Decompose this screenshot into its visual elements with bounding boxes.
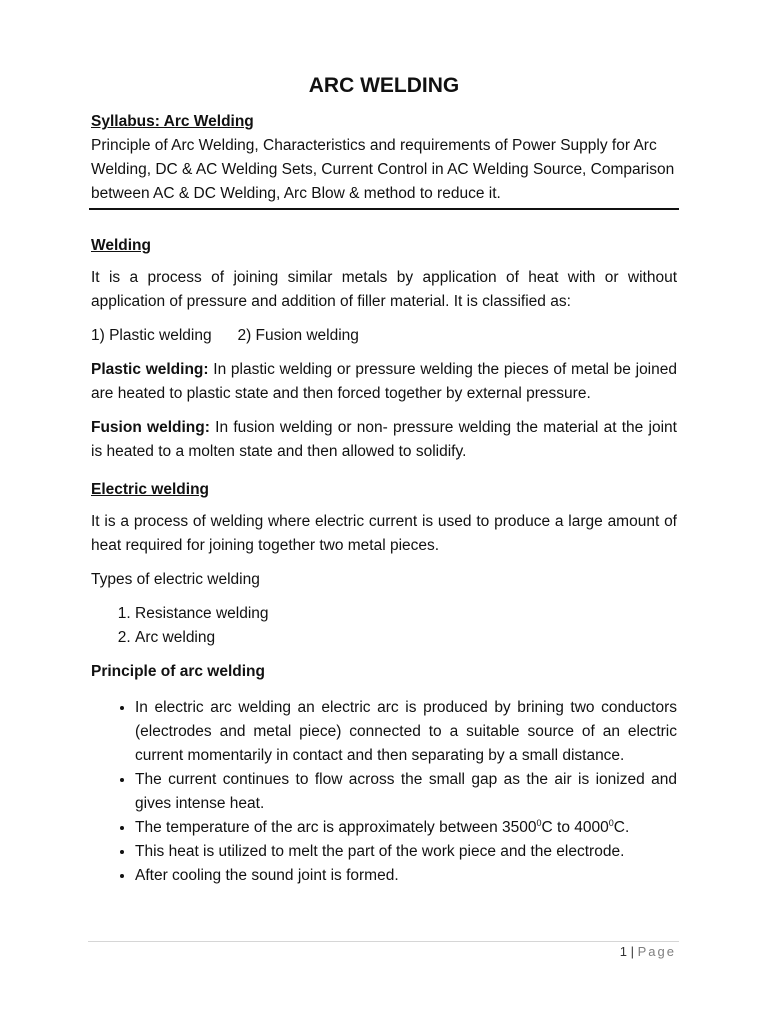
page-number: 1 (619, 944, 628, 959)
plastic-welding-label: Plastic welding: (91, 361, 209, 378)
fusion-welding-label: Fusion welding: (91, 419, 210, 436)
list-item: 2. Arc welding (135, 626, 677, 650)
welding-intro: It is a process of joining similar metals by application of heat with or without application of pressure and addition of filler material. It is classified as: (91, 269, 677, 310)
fusion-welding-paragraph (91, 416, 677, 464)
list-item: • After cooling the sound joint is formed. (135, 864, 677, 888)
temp-text-c: C. (613, 819, 630, 836)
footer-separator: | (627, 944, 638, 959)
list-item: • This heat is utilized to melt the part of the work piece and the electrode. (135, 840, 677, 864)
types-label: Types of electric welding (91, 571, 260, 588)
footer-divider (88, 941, 679, 942)
list-item: • In electric arc welding an electric arc is produced by brining two conductors (electrodes and metal piece) connected to a suitable source of an electric current momentarily in contact and then separating by a small distance. (135, 696, 677, 768)
list-item (135, 816, 677, 840)
plastic-welding-paragraph (91, 358, 677, 406)
syllabus-body: Principle of Arc Welding, Characteristics and requirements of Power Supply for Arc Welding, DC & AC Welding Sets, Current Control in AC Welding Source, Comparison between AC & DC Welding, Arc Blow & method to reduce it. (89, 134, 679, 210)
fusion-welding-text: In fusion welding or non- pressure welding the material at the joint is heated to a molten state and then allowed to solidify. (91, 419, 677, 460)
page-title: ARC WELDING (308, 74, 460, 97)
welding-classes: 1) Plastic welding 2) Fusion welding (91, 327, 359, 344)
page-label: Page (637, 944, 676, 959)
temp-text-b: C to 4000 (541, 819, 609, 836)
list-item: 1. Resistance welding (135, 602, 677, 626)
temp-text-a: The temperature of the arc is approximately between 3500 (135, 819, 537, 836)
syllabus-heading: Syllabus: Arc Welding (91, 113, 254, 130)
document-content (91, 72, 677, 888)
list-item: • The current continues to flow across the small gap as the air is ionized and gives intense heat. (135, 768, 677, 816)
electric-welding-heading: Electric welding (91, 481, 210, 498)
electric-welding-intro: It is a process of welding where electric current is used to produce a large amount of heat required for joining together two metal pieces. (91, 513, 677, 554)
page-footer (620, 944, 676, 959)
types-list (91, 602, 677, 650)
principle-heading: Principle of arc welding (91, 663, 265, 680)
welding-heading: Welding (91, 237, 151, 254)
degree-superscript: 0 (608, 817, 614, 828)
plastic-welding-text: In plastic welding or pressure welding the pieces of metal be joined are heated to plastic state and then forced together by external pressure. (91, 361, 677, 402)
degree-superscript: 0 (536, 817, 542, 828)
principle-list (91, 696, 677, 888)
